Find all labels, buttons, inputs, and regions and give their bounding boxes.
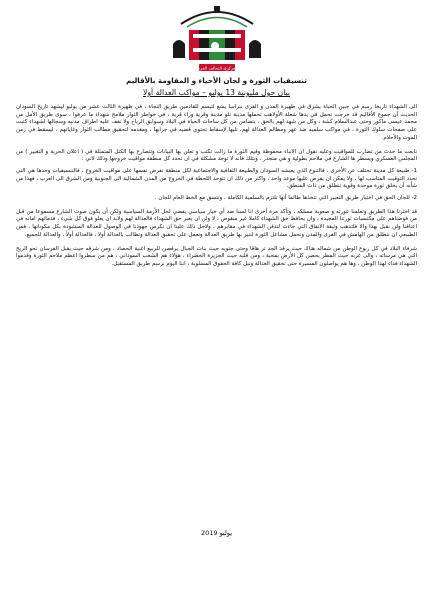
organization-logo (169, 4, 265, 76)
paragraph-position: تابعت ما حدث من تضارب للمواقيت وعليه نقول ان الانباء محفوظة وقيم الثورة ما زالت تكتب و تعلن بها البيانات وتتصارع بها الكتل المتمثلة في ( اعلان الحرية و التغيير ) من المجلس العسكري ويسطر ها الشارع في ملاحم بطولية و هي متجذر ، وبتلك فانه لا توجد مشكلة في ان تحدد كل منطقة مواقيت خروجها وذلك لاتي : (16, 148, 417, 163)
logo-banner-text: المركزي التحالف الحرب (195, 65, 239, 71)
paragraph-point-1: 1- طبيعة كل مدينة تختلف عن الأخرى ، فالتنوع الذي يعيشه السودان والطبيعة الثقافية والاجتماعية لكل منطقة تفرض نفسها على مواقيت الخروج ، فالتنسيقيات وحدها هي التي تحدد التوقيت المناسب لها ، ولا يمكن ان يفرض عليها موعد واحد ، واكثر من ذلك ان تتوحد اللحظة في الخروج من المدن الشمالية الى الجنوبية ومن الشرق الى الغرب ، فهذا من شأنه أن يخلق ثورة موحدة وقوية تنطلق من ذات المنطق. (16, 167, 417, 190)
paragraph-point-2: 2- للجان الحق في اختيار طريق التعبير التي تتخذها طالما أنها تلتزم بالسلمية الكاملة ، وتتسق مع الخط العام للجان . (154, 195, 417, 202)
paragraph-justice: قد اخترنا هذا الطريق وتعلمنا عورته و صعوبة مسلكه ، وتأكد مرة أخرى انا لسنا ضد أي خيار سياسي يفضي لحل الأزمة السياسية ولكن أن يكون صوت الشارع مسموعا من قبل من فوضناهم على مكتسبات ثورتنا المجيدة ، وان يحافظ حق الشهداء كاملا غير منقوص ، لا ولن ان يعبر حق الشهداء فالعدالة لهم ولابد ان يعلو فوق كل شيء ، فدمائهم امانه في اعناقنا ولن نقبل بهذا والا فلتذهب وثيقة الاتفاق التي جاءت لتدفن الشهداء في مقابرهم ، ولاجل ذلك علينا ان نكرس جهودنا في الوصول للعدالة المنشودة بكل مكوناتها ، فمن الطبيعي ان ننطلق من الهامش في القرى والمدن ونحمل مشاعل الثورة لننير بها طريق العدالة ونعمل على تحقيق العدالة ونطالب بالعدالة أولا ، فالعدالة أولاً ، والعدالة للجميع. (16, 208, 417, 238)
statement-body (16, 104, 417, 273)
statement-date: يوليو 2019 (200, 529, 233, 537)
paragraph-closing: شرفاء البلاد في كل ربوع الوطن من شماله هناك حيث يرقد الجد تر هاقا وحتى جنوبه حيث بنات الجبال يرقصن للربيع اغنية الحصاد ، ومن شرقه حيث يقبل الفرسان نحو الريح التي هي مرساته ، والى غربه حيث المطر يحضن كل الأرض بمحبة ، ومن قلبه حيث الجزيرة الخضراء ، هؤلاء هم الشعب السوداني ، هم من سطروا اعظم ملاحم الثورة وقدموا الشهداء فداء لهذا الوطن ، وها هم يواصلون المسيرة حتى تحقيق العدالة ونيل كافة الحقوق المسلوبة ، اننا اليوم نرسم طريق المستقبل. (16, 245, 417, 267)
organization-name: تنسيقيات الثورة و لجان الأحياء و المقاومة بالأقاليم (126, 76, 307, 85)
statement-title: بيان حول مليونية 13 يوليو – مواكب العدالة أولا (143, 88, 290, 97)
paragraph-intro: الى الشهداء تاريخا رسم في جبين الحياة يشرق في ظهيرة المدن و القرى نبراسا يشع لتيسم للقادمين طريق النجاة ، في ظهيرة الثالث عشر من يوليو ليشهد تاريخ السودان الحديث أن جموع الأقاليم قد خرجت تحمل في يدها شعلة الأولاهب تحملها مدينة تلو مدينة وقرية وراء قرية ، في خواطر الثوار ملامح شهداء ما عرفوا ، سوى طريق الأمل من محمد عيسى ماكور وحتى عبدالسلام كشة ، وكل من شهد لهم بالحق ، بتضامن من كل ساحات الحياة في البلاد وسوابق الرياح ولا نقف عليه اطراف مدنيه وسجالها لشهداء كتبت على صفحات سلوك الثورة ، في مواكب سلميه ضد عهر ومظالم العدالة لهم، تليها لإسقاط تحتوي قضيه في جرابها ، ومقدمه لتحقيق مطالب الثوار وغاياتهم ، ليسقط في زمن الموت والأحلام. (16, 104, 417, 141)
